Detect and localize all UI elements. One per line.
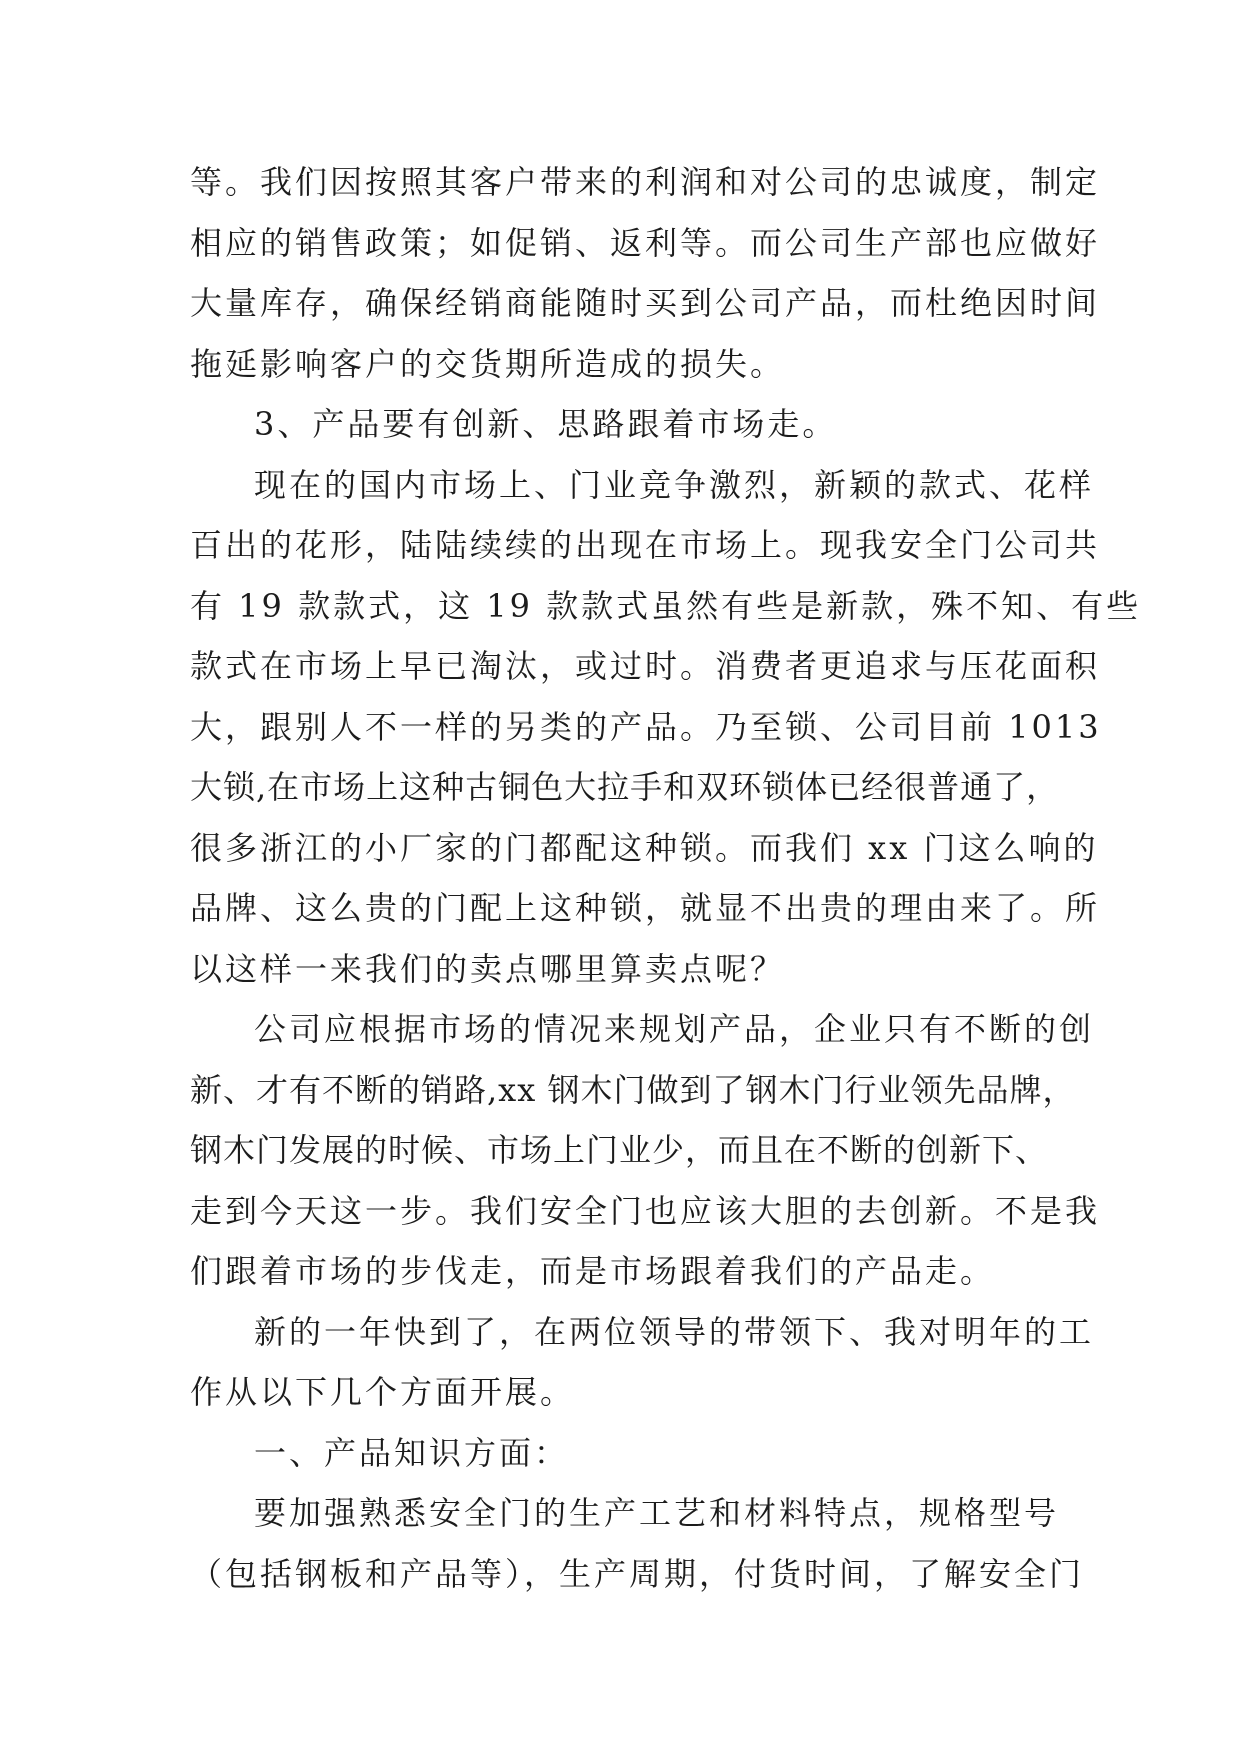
paragraph-line: 有 19 款款式，这 19 款款式虽然有些是新款，殊不知、有些 <box>190 586 1142 625</box>
paragraph-line: 新、才有不断的销路,xx 钢木门做到了钢木门行业领先品牌， <box>190 1070 1076 1109</box>
paragraph-line: 等。我们因按照其客户带来的利润和对公司的忠诚度，制定 <box>190 163 1101 201</box>
paragraph-line: 走到今天这一步。我们安全门也应该大胆的去创新。不是我 <box>190 1191 1101 1230</box>
paragraph-line: 相应的销售政策；如促销、返利等。而公司生产部也应做好 <box>190 223 1101 262</box>
paragraph-line: 款式在市场上早已淘汰，或过时。消费者更追求与压花面积 <box>190 647 1101 685</box>
paragraph-line: 以这样一来我们的卖点哪里算卖点呢？ <box>190 949 786 988</box>
document-body <box>190 152 1142 1604</box>
paragraph-line: 公司应根据市场的情况来规划产品，企业只有不断的创 <box>254 1010 1095 1048</box>
paragraph-line: 大锁,在市场上这种古铜色大拉手和双环锁体已经很普通了， <box>190 768 1060 806</box>
paragraph-line: 大量库存，确保经销商能随时买到公司产品，而杜绝因时间 <box>190 284 1101 322</box>
paragraph-line: 很多浙江的小厂家的门都配这种锁。而我们 xx 门这么响的 <box>190 828 1099 867</box>
section-heading: 一、产品知识方面： <box>254 1433 570 1472</box>
paragraph-line: 大，跟别人不一样的另类的产品。乃至锁、公司目前 1013 <box>190 707 1102 746</box>
paragraph-line: 拖延影响客户的交货期所造成的损失。 <box>190 344 786 383</box>
paragraph-line: 新的一年快到了，在两位领导的带领下、我对明年的工 <box>254 1312 1095 1351</box>
paragraph-line: 百出的花形，陆陆续续的出现在市场上。现我安全门公司共 <box>190 526 1101 564</box>
section-heading: 3、产品要有创新、思路跟着市场走。 <box>254 405 838 443</box>
paragraph-line: 要加强熟悉安全门的生产工艺和材料特点，规格型号 <box>254 1494 1060 1532</box>
paragraph-line: 钢木门发展的时候、市场上门业少，而且在不断的创新下、 <box>190 1131 1049 1169</box>
paragraph-line: 现在的国内市场上、门业竞争激烈，新颖的款式、花样 <box>254 465 1095 504</box>
paragraph-line: 们跟着市场的步伐走，而是市场跟着我们的产品走。 <box>190 1252 996 1290</box>
paragraph-line: 作从以下几个方面开展。 <box>190 1373 576 1411</box>
paragraph-line: 品牌、这么贵的门配上这种锁，就显不出贵的理由来了。所 <box>190 889 1101 927</box>
paragraph-line: （包括钢板和产品等），生产周期，付货时间，了解安全门 <box>190 1554 1085 1593</box>
